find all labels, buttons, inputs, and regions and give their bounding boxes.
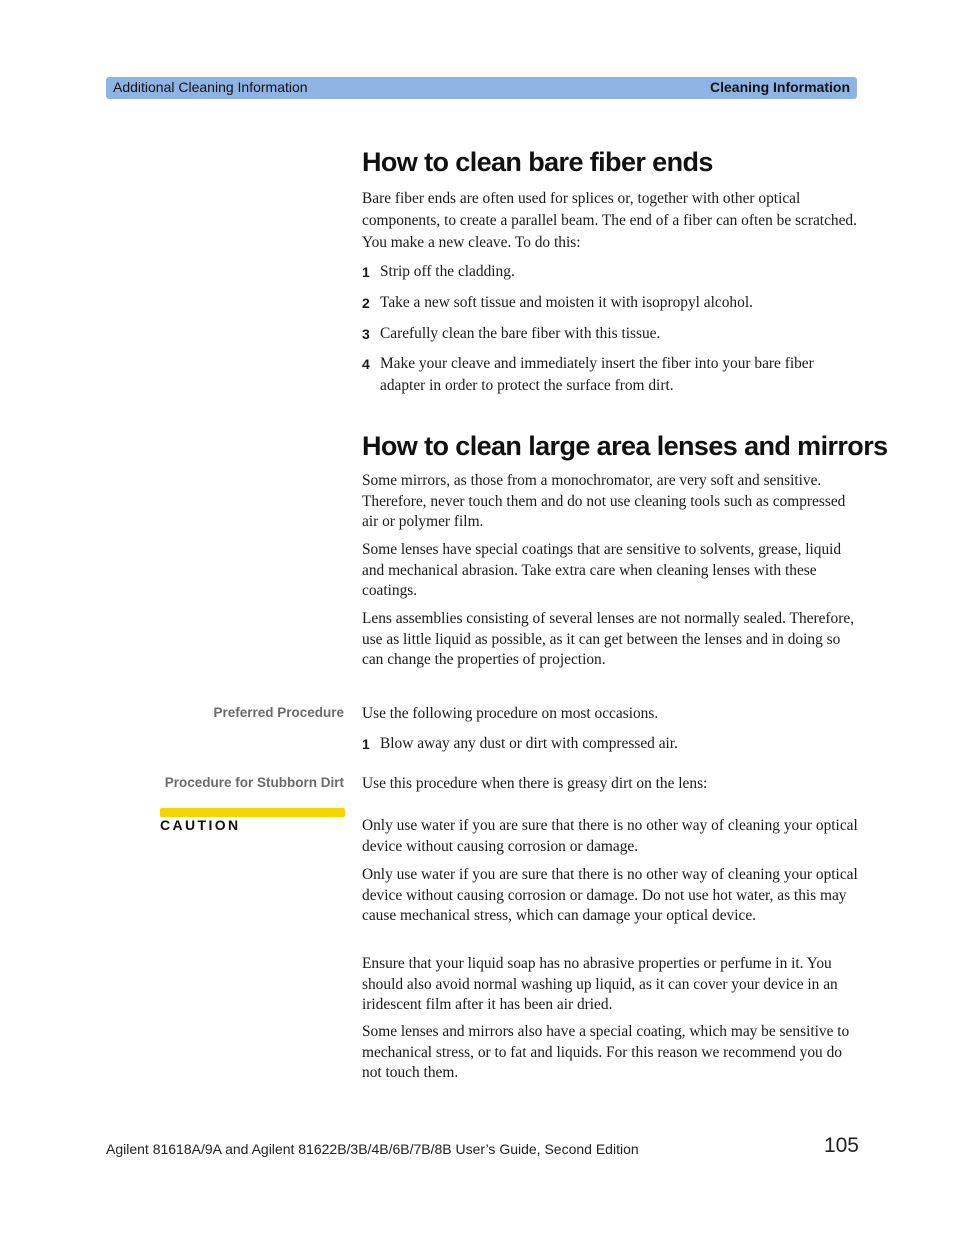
- caution-paragraph: Ensure that your liquid soap has no abrasive properties or perfume in it. You should also avoid normal washing up liquid, as it can cover your device in an iridescent film after it has been air dried.: [362, 955, 838, 1013]
- stubborn-intro: Use this procedure when there is greasy dirt on the lens:: [362, 775, 708, 792]
- running-header: [106, 77, 857, 99]
- step-text: Blow away any dust or dirt with compressed air.: [380, 735, 678, 752]
- list-item: [362, 733, 860, 755]
- caution-label: CAUTION: [160, 817, 241, 833]
- step-text: Carefully clean the bare fiber with this tissue.: [380, 325, 661, 342]
- header-chapter-title: Cleaning Information: [710, 79, 850, 95]
- step-number: 4: [362, 356, 370, 372]
- body-paragraph: Some lenses have special coatings that are sensitive to solvents, grease, liquid and mechanical abrasion. Take extra care when cleaning lenses with these coatings.: [362, 541, 842, 599]
- body-paragraph: Lens assemblies consisting of several lenses are not normally sealed. Therefore, use as little liquid as possible, as it can get between the lenses and in doing so can change the properties of projection.: [362, 610, 855, 668]
- list-item: [362, 292, 860, 314]
- list-item: [362, 353, 860, 397]
- side-label-preferred-procedure: Preferred Procedure: [213, 705, 344, 720]
- preferred-intro: Use the following procedure on most occasions.: [362, 705, 659, 722]
- caution-bar: [160, 808, 345, 817]
- step-number: 1: [362, 736, 370, 752]
- step-text: Take a new soft tissue and moisten it with isopropyl alcohol.: [380, 294, 753, 311]
- step-text: Make your cleave and immediately insert the fiber into your bare fiber adapter in order to protect the surface from dirt.: [380, 355, 814, 394]
- step-number: 2: [362, 295, 370, 311]
- step-number: 3: [362, 326, 370, 342]
- page-number: 105: [823, 1134, 859, 1157]
- side-label-stubborn-dirt: Procedure for Stubborn Dirt: [164, 775, 344, 790]
- header-section-title: Additional Cleaning Information: [113, 79, 308, 95]
- step-number: 1: [362, 264, 370, 280]
- body-paragraph: Some mirrors, as those from a monochromator, are very soft and sensitive. Therefore, never touch them and do not use cleaning tools such as compressed air or polymer film.: [362, 472, 846, 530]
- heading-lenses-mirrors: How to clean large area lenses and mirrors: [362, 431, 888, 461]
- caution-paragraph: Only use water if you are sure that there is no other way of cleaning your optical device without causing corrosion or damage. Do not use hot water, as this may cause mechanical stress, which can damage your optical device.: [362, 866, 858, 924]
- caution-paragraph: Some lenses and mirrors also have a special coating, which may be sensitive to mechanical stress, or to fat and liquids. For this reason we recommend you do not touch them.: [362, 1023, 850, 1081]
- step-text: Strip off the cladding.: [380, 263, 515, 280]
- list-item: [362, 323, 860, 345]
- intro-paragraph: Bare fiber ends are often used for splices or, together with other optical components, to create a parallel beam. The end of a fiber can often be scratched. You make a new cleave. To do this:: [362, 190, 857, 251]
- heading-bare-fiber: How to clean bare fiber ends: [362, 147, 713, 177]
- footer-document-title: Agilent 81618A/9A and Agilent 81622B/3B/4B/6B/7B/8B User’s Guide, Second Edition: [106, 1141, 639, 1157]
- list-item: [362, 261, 860, 283]
- caution-paragraph: Only use water if you are sure that there is no other way of cleaning your optical device without causing corrosion or damage.: [362, 817, 858, 855]
